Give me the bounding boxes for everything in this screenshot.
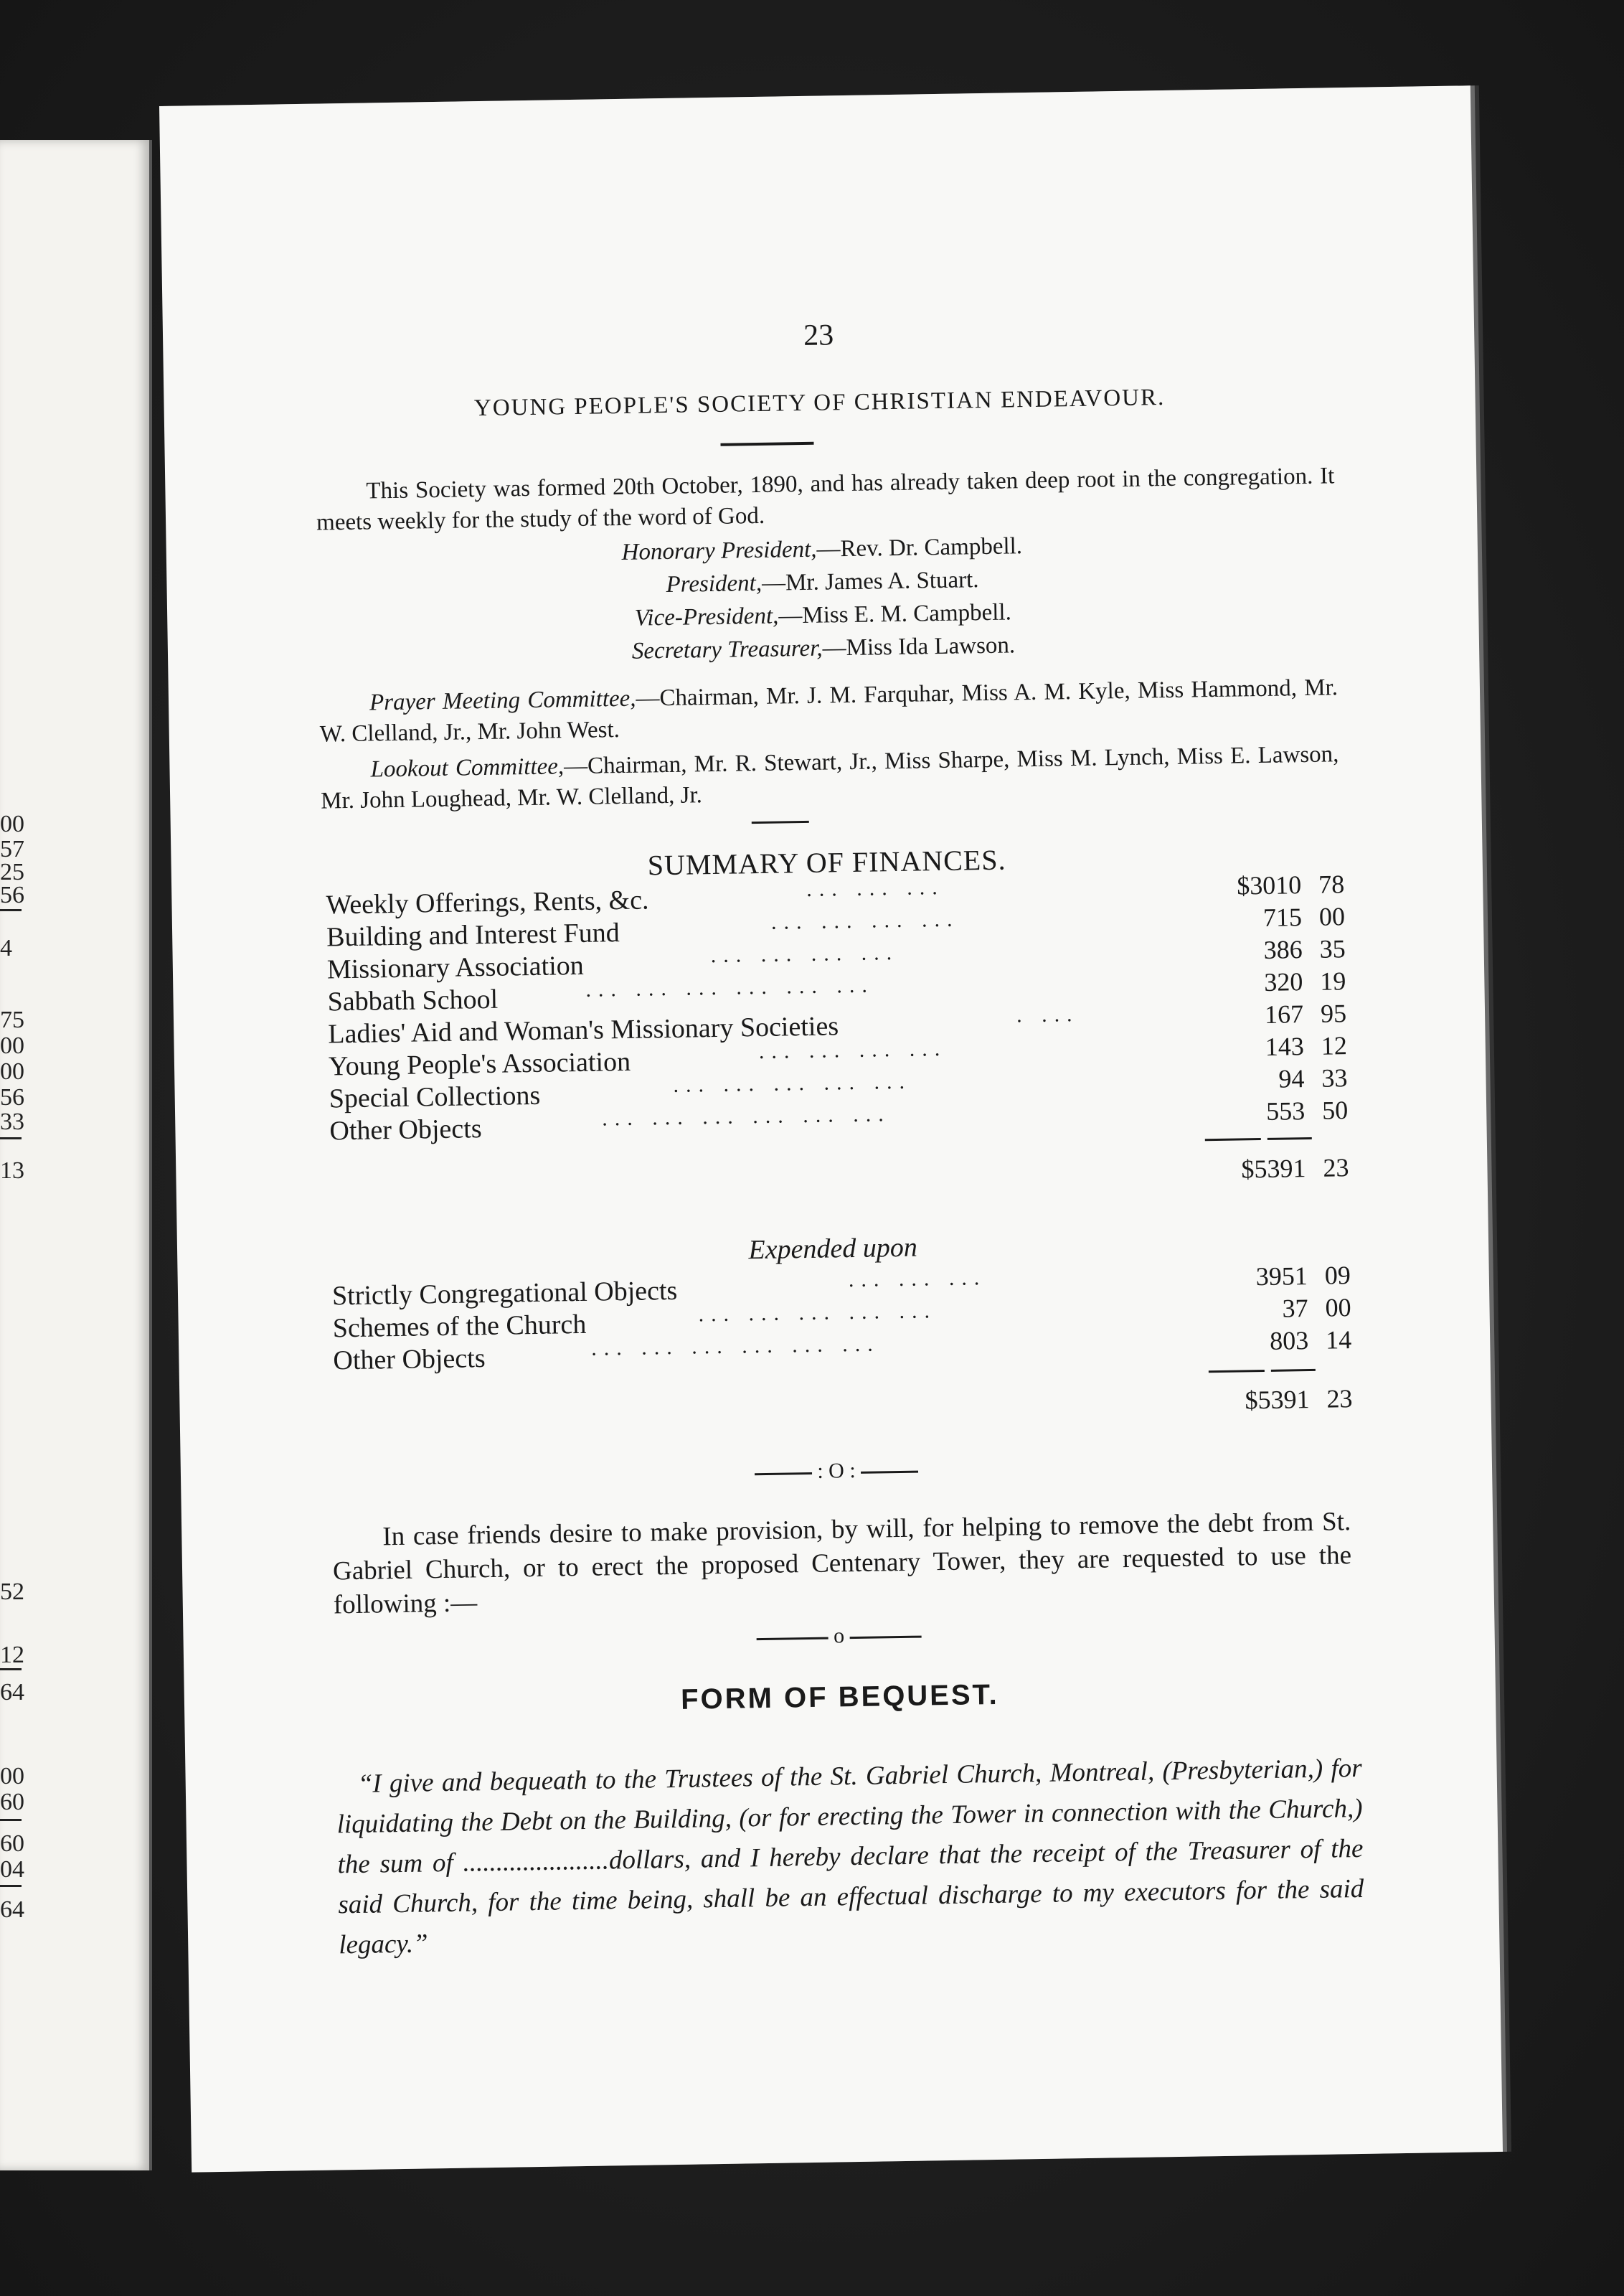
officer-role: Honorary President,: [621, 536, 817, 565]
bequest-text: “I give and bequeath to the Trustees of the St. Gabriel Church, Montreal, (Presbyterian,) for liquidating the Debt on the Building, (or for erecting the Tower in connection with the Church,) the sum of ......................dollars, and I hereby declare that the receipt of the Treasurer of the said Church, for the time being, shall be an effectual discharge to my executors for the said legacy.”: [336, 1753, 1364, 1960]
left-page-rule: [0, 1885, 22, 1887]
society-title: YOUNG PEOPLE'S SOCIETY OF CHRISTIAN ENDEAVOUR.: [473, 385, 1166, 422]
left-page-number: 12: [0, 1642, 24, 1668]
finance-label: Sabbath School: [327, 984, 499, 1017]
committee-role: Prayer Meeting Committee,: [369, 685, 636, 716]
leader-dots: ... ... ... ... ...: [698, 1299, 938, 1327]
left-page-number: 64: [0, 1679, 24, 1705]
document-page: [159, 85, 1503, 2172]
finance-cents: 12: [1321, 1031, 1348, 1060]
left-page-number: 25: [0, 859, 24, 885]
leader-dots: ... ... ... ...: [770, 907, 960, 934]
left-page-number: 00: [0, 1763, 24, 1789]
total-rule: [1205, 1138, 1261, 1141]
finance-dollars: 167: [1264, 999, 1304, 1029]
finance-cents: 35: [1319, 934, 1346, 964]
leader-dots: . ...: [1016, 1002, 1080, 1027]
expense-total-row: [334, 1384, 1353, 1435]
left-page-number: 60: [0, 1789, 24, 1815]
left-page-number: 00: [0, 1032, 24, 1059]
leader-dots: ... ... ... ...: [758, 1036, 948, 1064]
finance-dollars: 94: [1278, 1064, 1305, 1093]
left-page-number: 00: [0, 811, 24, 837]
finance-dollars: 715: [1262, 903, 1303, 932]
left-page-number: 56: [0, 882, 24, 908]
total-rule: [1271, 1369, 1316, 1372]
expense-cents: 09: [1324, 1261, 1351, 1290]
expense-label: Other Objects: [333, 1343, 486, 1376]
finance-dollars: $3010: [1236, 870, 1302, 900]
finance-label: Other Objects: [329, 1114, 482, 1147]
bequest-title: FORM OF BEQUEST.: [680, 1678, 1000, 1716]
left-page-number: 4: [0, 935, 12, 961]
leader-dots: ... ... ... ... ... ...: [601, 1102, 891, 1131]
officer-role: Vice-President,: [634, 603, 779, 631]
committee-role: Lookout Committee,: [370, 753, 565, 783]
finance-label: Special Collections: [329, 1080, 541, 1114]
leader-dots: ... ... ... ... ... ...: [591, 1332, 880, 1360]
section-rule: [752, 821, 809, 824]
finance-cents: 95: [1320, 999, 1347, 1028]
total-cents: 23: [1326, 1384, 1353, 1413]
leader-dots: ... ... ... ... ...: [673, 1069, 912, 1097]
expense-dollars: 37: [1282, 1294, 1308, 1323]
leader-dots: ... ... ...: [848, 1266, 987, 1292]
officer-name: —Rev. Dr. Campbell.: [816, 533, 1023, 563]
left-page-rule: [0, 1137, 22, 1139]
expense-cents: 14: [1325, 1325, 1352, 1355]
left-page-rule: [0, 909, 22, 911]
expense-cents: 00: [1325, 1293, 1351, 1322]
finance-label: Building and Interest Fund: [326, 918, 620, 953]
expense-label: Strictly Congregational Objects: [331, 1275, 678, 1312]
committee-members: —Chairman, Mr. J. M. Farquhar, Miss A. M. Kyle, Miss Hammond, Mr. W. Clelland, Jr., Mr. John West.: [319, 674, 1339, 748]
left-page-edge: [0, 140, 152, 2170]
income-total-row: [330, 1153, 1349, 1204]
left-page-rule: [0, 1819, 22, 1821]
expense-dollars: 803: [1269, 1326, 1309, 1355]
finance-label: Ladies' Aid and Woman's Missionary Societies: [328, 1011, 839, 1050]
title-rule: [720, 442, 813, 446]
left-page-number: 52: [0, 1578, 24, 1605]
left-page-number: 33: [0, 1109, 24, 1135]
total-dollars: $5391: [1245, 1385, 1310, 1415]
left-page-number: 04: [0, 1856, 24, 1883]
expense-dollars: 3951: [1255, 1261, 1308, 1292]
leader-dots: ... ... ...: [806, 875, 945, 901]
left-page-number: 00: [0, 1058, 24, 1085]
finance-dollars: 320: [1264, 967, 1303, 997]
officer-name: —Miss E. M. Campbell.: [778, 599, 1012, 629]
finance-dollars: 143: [1265, 1032, 1305, 1061]
separator: [181, 1449, 1492, 1494]
left-page-number: 75: [0, 1007, 24, 1033]
finance-cents: 78: [1318, 870, 1345, 899]
intro-paragraph: This Society was formed 20th October, 1890, and has already taken deep root in the congregation. It meets weekly for the study of the word of God.: [316, 463, 1335, 536]
finance-label: Weekly Offerings, Rents, &c.: [326, 885, 649, 921]
finance-label: Missionary Association: [326, 950, 585, 985]
finance-dollars: 386: [1263, 935, 1303, 964]
expended-title: Expended upon: [748, 1232, 918, 1266]
left-page-number: 13: [0, 1157, 24, 1184]
committee-paragraph: [319, 672, 1339, 750]
officer-role: Secretary Treasurer,: [631, 635, 823, 664]
finance-cents: 00: [1318, 902, 1346, 931]
total-dollars: $5391: [1241, 1154, 1306, 1184]
total-rule: [1267, 1137, 1312, 1140]
finance-dollars: 553: [1265, 1096, 1306, 1126]
left-page-rule: [0, 1668, 22, 1670]
finance-cents: 50: [1321, 1096, 1349, 1125]
officer-name: —Mr. James A. Stuart.: [761, 567, 979, 596]
finance-cents: 19: [1320, 966, 1346, 996]
separator-text: o: [833, 1624, 845, 1648]
leader-dots: ... ... ... ...: [710, 940, 900, 968]
page-number: 23: [803, 319, 834, 352]
leader-dots: ... ... ... ... ... ...: [585, 973, 875, 1002]
separator-text: : O :: [817, 1458, 856, 1483]
provision-paragraph: In case friends desire to make provision, by will, for helping to remove the debt from St. Gabriel Church, or to erect the proposed Centenary Tower, they are requested to use the following :—: [332, 1507, 1352, 1620]
expense-label: Schemes of the Church: [332, 1309, 587, 1344]
finances-title: SUMMARY OF FINANCES.: [647, 843, 1006, 882]
left-page-number: 57: [0, 836, 24, 862]
total-cents: 23: [1323, 1153, 1349, 1182]
left-page-number: 64: [0, 1896, 24, 1923]
officer-role: President,: [666, 570, 763, 598]
finance-cents: 33: [1321, 1063, 1348, 1093]
finance-label: Young People's Association: [328, 1046, 631, 1082]
left-page-number: 56: [0, 1084, 24, 1111]
committee-members: —Chairman, Mr. R. Stewart, Jr., Miss Sharpe, Miss M. Lynch, Miss E. Lawson, Mr. John Loughead, Mr. W. Clelland, Jr.: [320, 741, 1339, 814]
committee-paragraph: [320, 739, 1339, 817]
officer-name: —Miss Ida Lawson.: [822, 632, 1016, 662]
total-rule: [1209, 1370, 1265, 1373]
left-page-number: 60: [0, 1830, 24, 1857]
